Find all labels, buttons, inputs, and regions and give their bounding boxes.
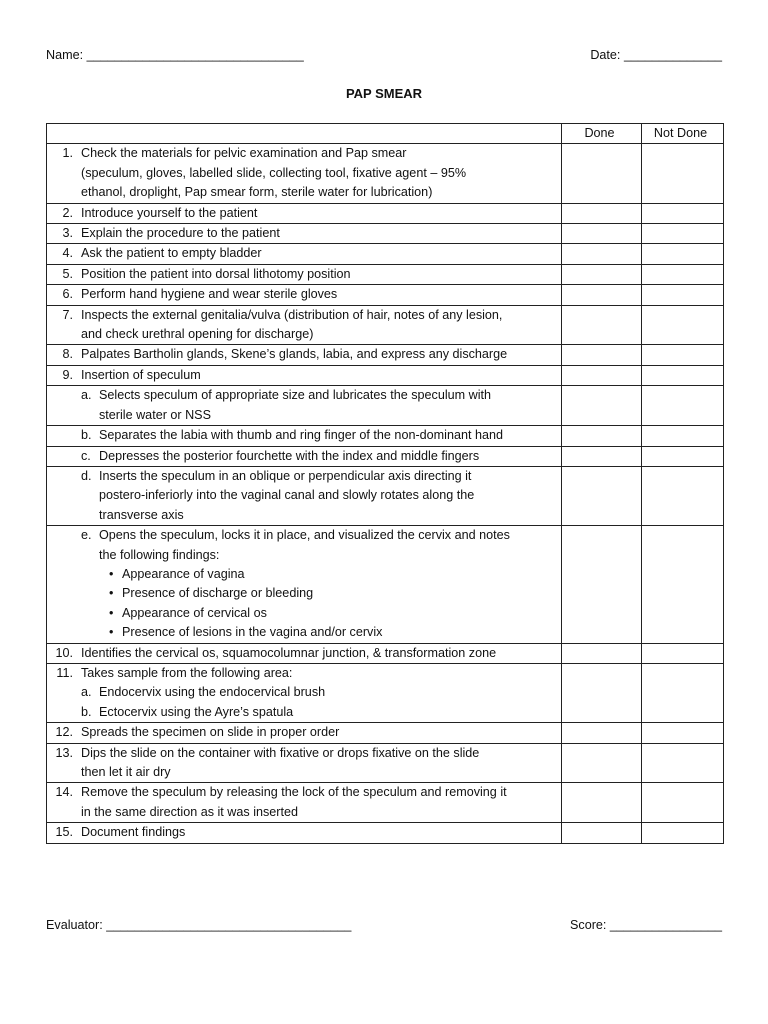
not-done-checkbox-cell[interactable] [642,526,724,643]
step-text [81,306,557,345]
step-text [81,144,557,202]
bullet-icon: • [109,625,114,640]
done-checkbox-cell[interactable] [562,144,642,203]
step-text [81,244,557,263]
sub-step-letter: a. [81,685,92,700]
sub-step-letter: d. [81,468,92,483]
step-text-line: sterile water or NSS [99,407,211,422]
not-done-checkbox-cell[interactable] [642,426,724,446]
step-item [47,244,557,263]
done-checkbox-cell[interactable] [562,285,642,305]
step-number: 2. [62,205,73,220]
not-done-checkbox-cell[interactable] [642,345,724,365]
step-number: 9. [62,367,73,382]
table-row [47,285,724,305]
step-text [81,345,557,364]
step-item [47,664,557,683]
step-cell [47,386,562,426]
done-checkbox-cell[interactable] [562,823,642,843]
list-item [109,565,557,584]
step-text-line: Remove the speculum by releasing the lock of the speculum and removing it [81,785,507,800]
done-checkbox-cell[interactable] [562,526,642,643]
bullet-icon: • [109,586,114,601]
step-cell [47,643,562,663]
step-text [99,386,557,425]
score-blank[interactable]: ________________ [609,918,722,932]
step-text-line: Identifies the cervical os, squamocolumnar junction, & transformation zone [81,645,497,660]
step-cell [47,783,562,823]
step-text-line: Palpates Bartholin glands, Skene’s glands, labia, and express any discharge [81,347,508,362]
table-row [47,466,724,525]
done-checkbox-cell[interactable] [562,244,642,264]
step-text [81,265,557,284]
table-row [47,446,724,466]
step-item [47,224,557,243]
step-text-line: Selects speculum of appropriate size and lubricates the speculum with [99,388,492,403]
step-text-line: Explain the procedure to the patient [81,226,280,241]
step-text-line: Spreads the specimen on slide in proper order [81,725,340,740]
step-text-line: postero-inferiorly into the vaginal canal and slowly rotates along the [99,488,475,503]
step-item [47,345,557,364]
table-row [47,224,724,244]
sub-step-letter: b. [81,704,92,719]
step-cell [47,365,562,385]
step-number: 15. [55,825,73,840]
step-text-line: Inserts the speculum in an oblique or perpendicular axis directing it [99,468,472,483]
step-cell [47,426,562,446]
step-item [47,144,557,202]
table-row [47,723,724,743]
score-field[interactable] [570,918,722,932]
table-row [47,264,724,284]
list-item [109,584,557,603]
table-row [47,203,724,223]
step-item [47,306,557,345]
step-cell [47,663,562,722]
sub-step-letter: e. [81,528,92,543]
step-text-line: (speculum, gloves, labelled slide, collecting tool, fixative agent – 95% [81,165,467,180]
step-cell [47,466,562,525]
step-text-line: Check the materials for pelvic examination and Pap smear [81,146,407,161]
step-number: 13. [55,745,73,760]
done-checkbox-cell[interactable] [562,446,642,466]
step-item [47,366,557,385]
step-item [47,644,557,663]
done-checkbox-cell[interactable] [562,426,642,446]
step-item [47,723,557,742]
bullet-text: Presence of lesions in the vagina and/or cervix [122,625,383,640]
name-blank[interactable]: _______________________________ [86,48,304,62]
table-row [47,426,724,446]
not-done-checkbox-cell[interactable] [642,285,724,305]
step-text [99,447,557,466]
step-text [81,285,557,304]
step-cell [47,285,562,305]
done-checkbox-cell[interactable] [562,743,642,783]
not-done-checkbox-cell[interactable] [642,446,724,466]
step-text-line: Introduce yourself to the patient [81,205,258,220]
not-done-checkbox-cell[interactable] [642,305,724,345]
steps-body [47,144,724,843]
step-number: 6. [62,287,73,302]
sub-step-text: Ectocervix using the Ayre’s spatula [99,704,294,719]
step-number: 4. [62,246,73,261]
step-text-line: ethanol, droplight, Pap smear form, sterile water for lubrication) [81,185,433,200]
header-step-cell [47,124,562,144]
step-text [99,467,557,525]
step-text-line: in the same direction as it was inserted [81,804,298,819]
step-item [47,823,557,842]
step-item [47,265,557,284]
step-item [47,285,557,304]
done-checkbox-cell[interactable] [562,305,642,345]
done-checkbox-cell[interactable] [562,723,642,743]
step-cell [47,224,562,244]
step-text-line: Ask the patient to empty bladder [81,246,262,261]
step-text-line: Perform hand hygiene and wear sterile gloves [81,287,338,302]
step-text [81,204,557,223]
table-row [47,345,724,365]
step-cell [47,345,562,365]
step-text-line: Insertion of speculum [81,367,201,382]
score-label: Score: [570,918,607,932]
step-number: 5. [62,266,73,281]
step-text-line: transverse axis [99,507,184,522]
step-text-line: the following findings: [99,547,220,562]
step-cell [47,203,562,223]
step-number: 10. [55,645,73,660]
not-done-checkbox-cell[interactable] [642,643,724,663]
step-text-line: Depresses the posterior fourchette with the index and middle fingers [99,448,480,463]
step-text [81,644,557,663]
name-label: Name: [46,48,84,62]
not-done-checkbox-cell[interactable] [642,264,724,284]
table-row [47,365,724,385]
list-item [109,604,557,623]
step-cell [47,305,562,345]
step-cell [47,743,562,783]
step-text [81,723,557,742]
step-number: 12. [55,725,73,740]
step-text-line: and check urethral opening for discharge) [81,327,314,342]
not-done-checkbox-cell[interactable] [642,203,724,223]
bullet-text: Appearance of cervical os [122,605,267,620]
step-text [81,783,557,822]
findings-list [47,565,557,643]
done-checkbox-cell[interactable] [562,783,642,823]
step-text [99,426,557,445]
step-text [99,526,557,565]
header-not-done: Not Done [642,124,724,144]
not-done-checkbox-cell[interactable] [642,663,724,722]
step-item [47,783,557,822]
step-cell [47,144,562,203]
sub-step-item [47,683,557,702]
step-text-line: Opens the speculum, locks it in place, and visualized the cervix and notes [99,528,510,543]
step-item [47,744,557,783]
bullet-icon: • [109,605,114,620]
evaluator-field[interactable] [46,918,351,932]
evaluator-label: Evaluator: [46,918,103,932]
step-text-line: Inspects the external genitalia/vulva (distribution of hair, notes of any lesion, [81,307,503,322]
date-field[interactable] [590,48,722,62]
bullet-text: Presence of discharge or bleeding [122,586,314,601]
table-row [47,244,724,264]
table-row [47,783,724,823]
done-checkbox-cell[interactable] [562,386,642,426]
not-done-checkbox-cell[interactable] [642,466,724,525]
sub-step-item [47,526,557,565]
header-row [47,124,724,144]
not-done-checkbox-cell[interactable] [642,743,724,783]
sub-step-item [47,467,557,525]
step-text-line: Takes sample from the following area: [81,665,293,680]
step-cell [47,244,562,264]
done-checkbox-cell[interactable] [562,345,642,365]
step-text-line: Separates the labia with thumb and ring finger of the non-dominant hand [99,428,503,443]
checklist-table [46,123,724,844]
evaluator-blank[interactable]: ___________________________________ [106,918,352,932]
sub-step-letter: c. [81,448,91,463]
step-cell [47,526,562,643]
not-done-checkbox-cell[interactable] [642,723,724,743]
step-text [81,664,557,683]
list-item [109,623,557,642]
step-number: 8. [62,347,73,362]
table-row [47,144,724,203]
date-blank[interactable]: ______________ [623,48,722,62]
step-number: 7. [62,307,73,322]
step-text-line: Position the patient into dorsal lithotomy position [81,266,351,281]
not-done-checkbox-cell[interactable] [642,144,724,203]
step-number: 3. [62,226,73,241]
bullet-text: Appearance of vagina [122,566,245,581]
done-checkbox-cell[interactable] [562,203,642,223]
not-done-checkbox-cell[interactable] [642,386,724,426]
bullet-icon: • [109,566,114,581]
sub-step-item [47,426,557,445]
step-text-line: Dips the slide on the container with fixative or drops fixative on the slide [81,745,480,760]
sub-step-text: Endocervix using the endocervical brush [99,685,326,700]
page-title: PAP SMEAR [345,86,423,101]
step-number: 11. [56,665,73,680]
done-checkbox-cell[interactable] [562,643,642,663]
step-text [81,744,557,783]
step-text [81,224,557,243]
not-done-checkbox-cell[interactable] [642,224,724,244]
step-item [47,204,557,223]
not-done-checkbox-cell[interactable] [642,244,724,264]
step-cell [47,823,562,843]
step-text [81,366,557,385]
table-row [47,305,724,345]
done-checkbox-cell[interactable] [562,264,642,284]
step-cell [47,723,562,743]
done-checkbox-cell[interactable] [562,365,642,385]
table-row [47,823,724,843]
sub-step-item [47,386,557,425]
done-checkbox-cell[interactable] [562,663,642,722]
step-number: 1. [62,146,73,161]
step-text [81,823,557,842]
done-checkbox-cell[interactable] [562,224,642,244]
sub-step-item [47,447,557,466]
table-row [47,663,724,722]
table-row [47,743,724,783]
done-checkbox-cell[interactable] [562,466,642,525]
date-label: Date: [590,48,621,62]
sub-step-letter: b. [81,428,92,443]
not-done-checkbox-cell[interactable] [642,365,724,385]
sub-step-letter: a. [81,388,92,403]
table-row [47,643,724,663]
step-cell [47,264,562,284]
name-field[interactable] [46,48,304,62]
table-row [47,386,724,426]
step-text-line: then let it air dry [81,765,171,779]
not-done-checkbox-cell[interactable] [642,823,724,843]
not-done-checkbox-cell[interactable] [642,783,724,823]
step-cell [47,446,562,466]
header-done: Done [562,124,642,144]
step-text-line: Document findings [81,825,186,840]
step-number: 14. [55,785,73,800]
sub-step-item [47,703,557,722]
table-row [47,526,724,643]
